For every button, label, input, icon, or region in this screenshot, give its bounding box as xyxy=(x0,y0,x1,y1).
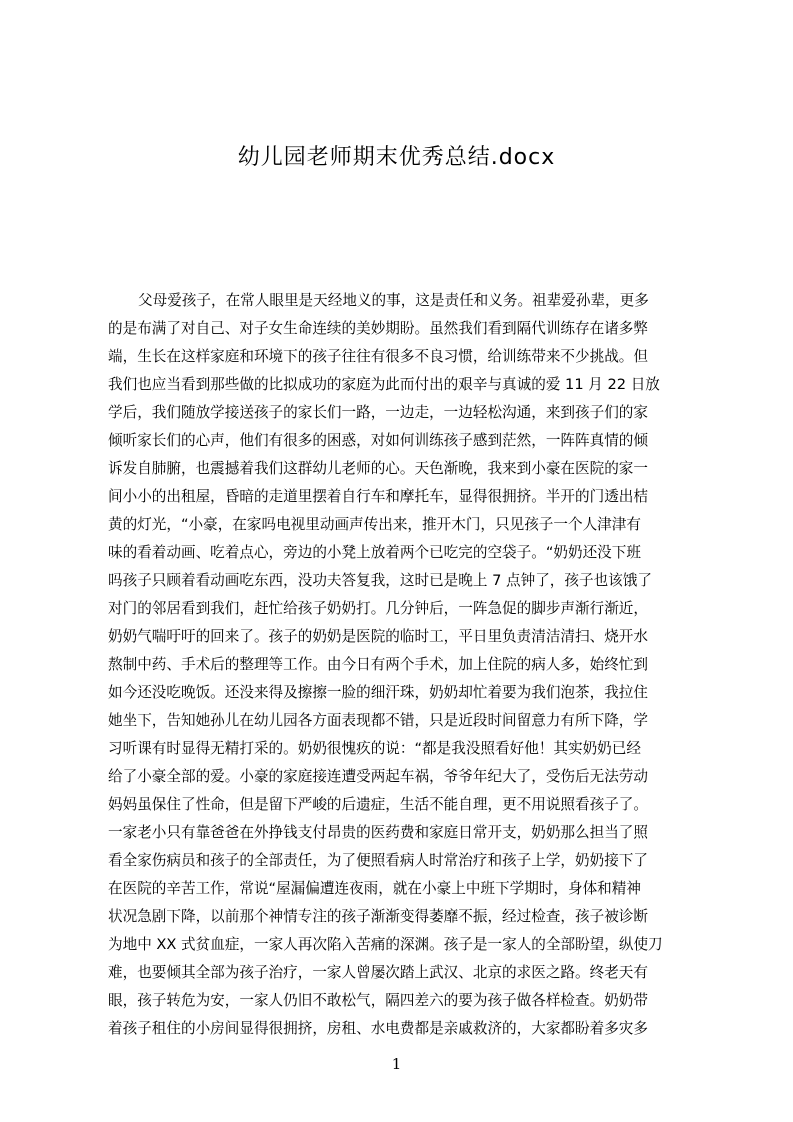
body-line: 妈妈虽保住了性命，但是留下严峻的后遗症，生活不能自理，更不用说照看孩子了。 xyxy=(108,796,648,813)
body-line: 诉发自肺腑，也震撼着我们这群幼儿老师的心。天色渐晚，我来到小豪在医院的家一 xyxy=(108,460,648,477)
body-line: 难，也要倾其全部为孩子治疗，一家人曾屡次踏上武汉、北京的求医之路。终老天有 xyxy=(108,964,648,981)
body-line: 间小小的出租屋，昏暗的走道里摆着自行车和摩托车，显得很拥挤。半开的门透出桔 xyxy=(108,488,648,505)
body-line: 我们也应当看到那些做的比拟成功的家庭为此而付出的艰辛与真诚的爱 11 月 22 日放 xyxy=(108,376,660,393)
body-line: 奶奶气喘吁吁的回来了。孩子的奶奶是医院的临时工，平日里负责清洁清扫、烧开水 xyxy=(108,628,648,645)
body-line: 习听课有时显得无精打采的。奶奶很愧疚的说：“都是我没照看好他！其实奶奶已经 xyxy=(108,740,641,757)
document-body xyxy=(108,287,692,1047)
body-line: 如今还没吃晚饭。还没来得及擦擦一脸的细汗珠，奶奶却忙着要为我们泡茶，我拉住 xyxy=(108,684,648,701)
body-line: 她坐下，告知她孙儿在幼儿园各方面表现都不错，只是近段时间留意力有所下降，学 xyxy=(108,712,648,729)
document-title: 幼儿园老师期末优秀总结.docx xyxy=(237,145,556,170)
body-line: 学后，我们随放学接送孩子的家长们一路，一边走，一边轻松沟通，来到孩子们的家 xyxy=(108,404,648,421)
body-line: 熬制中药、手术后的整理等工作。由今日有两个手术，加上住院的病人多，始终忙到 xyxy=(108,656,648,673)
body-line: 状况急剧下降，以前那个神情专注的孩子渐渐变得萎靡不振，经过检查，孩子被诊断 xyxy=(108,908,648,925)
body-line: 眼，孩子转危为安，一家人仍旧不敢松气，隔四差六的要为孩子做各样检查。奶奶带 xyxy=(108,992,648,1009)
body-line: 在医院的辛苦工作，常说“屋漏偏遭连夜雨，就在小豪上中班下学期时，身体和精神 xyxy=(108,880,641,897)
body-line: 对门的邻居看到我们，赶忙给孩子奶奶打。几分钟后，一阵急促的脚步声渐行渐近， xyxy=(108,600,648,617)
body-line: 为地中 XX 式贫血症，一家人再次陷入苦痛的深渊。孩子是一家人的全部盼望，纵使刀 xyxy=(108,936,663,953)
page-number: 1 xyxy=(391,1055,402,1073)
body-line: 看全家伤病员和孩子的全部责任，为了便照看病人时常治疗和孩子上学，奶奶接下了 xyxy=(108,852,648,869)
body-line: 味的看着动画、吃着点心，旁边的小凳上放着两个已吃完的空袋子。“奶奶还没下班 xyxy=(108,544,641,561)
body-line: 的是布满了对自己、对子女生命连续的美妙期盼。虽然我们看到隔代训练存在诸多弊 xyxy=(108,320,648,337)
body-line: 一家老小只有靠爸爸在外挣钱支付昂贵的医药费和家庭日常开支，奶奶那么担当了照 xyxy=(108,824,648,841)
body-line: 端，生长在这样家庭和环境下的孩子往往有很多不良习惯，给训练带来不少挑战。但 xyxy=(108,348,648,365)
body-line: 黄的灯光，“小豪，在家吗电视里动画声传出来，推开木门，只见孩子一个人津津有 xyxy=(108,516,641,533)
body-line: 给了小豪全部的爱。小豪的家庭接连遭受两起车祸，爷爷年纪大了，受伤后无法劳动 xyxy=(108,768,648,785)
body-line: 着孩子租住的小房间显得很拥挤，房租、水电费都是亲戚救济的，大家都盼着多灾多 xyxy=(108,1020,648,1037)
body-line: 倾听家长们的心声，他们有很多的困惑，对如何训练孩子感到茫然，一阵阵真情的倾 xyxy=(108,432,648,449)
body-line: 吗孩子只顾着看动画吃东西，没功夫答复我，这时已是晚上 7 点钟了，孩子也该饿了 xyxy=(108,572,652,589)
body-line: 父母爱孩子，在常人眼里是天经地义的事，这是责任和义务。祖辈爱孙辈，更多 xyxy=(138,292,649,309)
